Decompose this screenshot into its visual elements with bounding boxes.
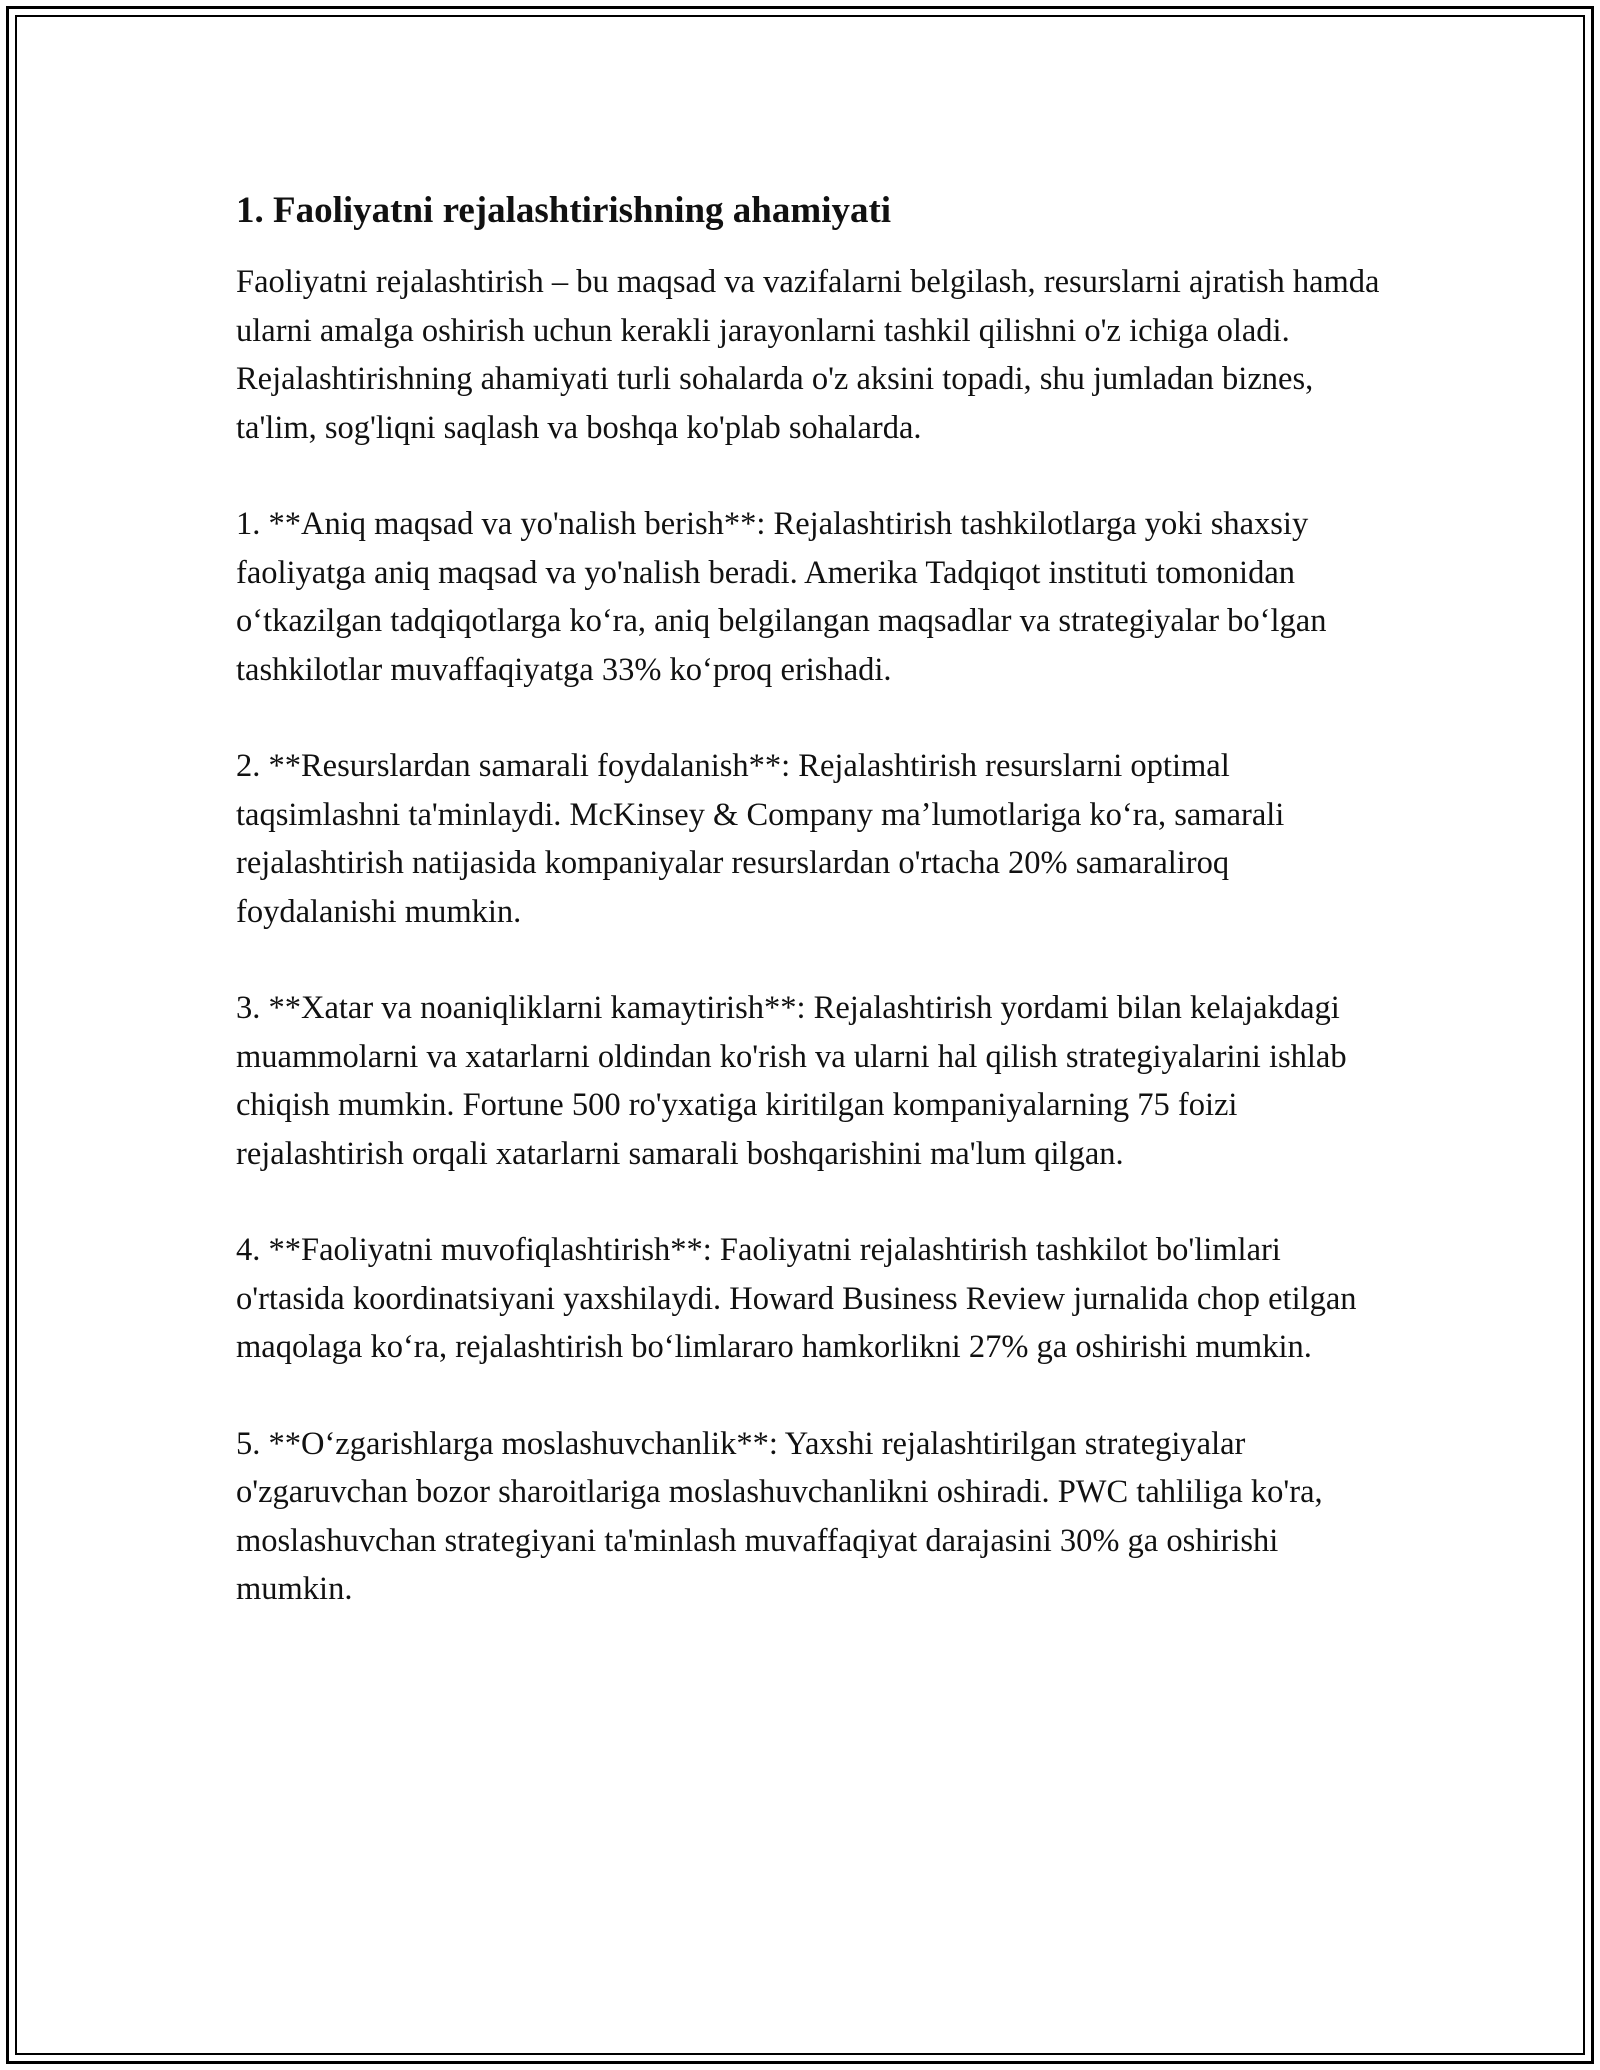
- point-3-paragraph: 3. **Xatar va noaniqliklarni kamaytirish**: Rejalashtirish yordami bilan kelajakdagi muammolarni va xatarlarni oldindan ko'rish va ularni hal qilish strategiyalarini ishlab chiqish mumkin. Fortune 500 ro'yxatiga kiritilgan kompaniyalarning 75 foizi rejalashtirish orqali xatarlarni samarali boshqarishini ma'lum qilgan.: [236, 990, 1347, 1172]
- point-2-paragraph: 2. **Resurslardan samarali foydalanish**: Rejalashtirish resurslarni optimal taqsimlashni ta'minlaydi. McKinsey & Company maʼlumotlariga koʻra, samarali rejalashtirish natijasida kompaniyalar resurslardan o'rtacha 20% samaraliroq foydalanishi mumkin.: [236, 748, 1285, 930]
- point-5-paragraph: 5. **Oʻzgarishlarga moslashuvchanlik**: Yaxshi rejalashtirilgan strategiyalar o'zgaruvchan bozor sharoitlariga moslashuvchanlikni oshiradi. PWC tahliliga ko'ra, moslashuvchan strategiyani ta'minlash muvaffaqiyat darajasini 30% ga oshirishi mumkin.: [236, 1425, 1323, 1607]
- document-body: [236, 186, 1386, 1662]
- point-4-paragraph: 4. **Faoliyatni muvofiqlashtirish**: Faoliyatni rejalashtirish tashkilot bo'limlari o'rtasida koordinatsiyani yaxshilaydi. Howard Business Review jurnalida chop etilgan maqolaga koʻra, rejalashtirish boʻlimlararo hamkorlikni 27% ga oshirishi mumkin.: [236, 1232, 1357, 1365]
- intro-paragraph: Faoliyatni rejalashtirish – bu maqsad va vazifalarni belgilash, resurslarni ajratish hamda ularni amalga oshirish uchun kerakli jarayonlarni tashkil qilishni o'z ichiga oladi. Rejalashtirishning ahamiyati turli sohalarda o'z aksini topadi, shu jumladan biznes, ta'lim, sog'liqni saqlash va boshqa ko'plab sohalarda.: [236, 264, 1380, 446]
- section-heading: 1. Faoliyatni rejalashtirishning ahamiyati: [236, 190, 892, 231]
- point-1-paragraph: 1. **Aniq maqsad va yo'nalish berish**: Rejalashtirish tashkilotlarga yoki shaxsiy faoliyatga aniq maqsad va yo'nalish beradi. Amerika Tadqiqot instituti tomonidan oʻtkazilgan tadqiqotlarga koʻra, aniq belgilangan maqsadlar va strategiyalar boʻlgan tashkilotlar muvaffaqiyatga 33% koʻproq erishadi.: [236, 506, 1327, 688]
